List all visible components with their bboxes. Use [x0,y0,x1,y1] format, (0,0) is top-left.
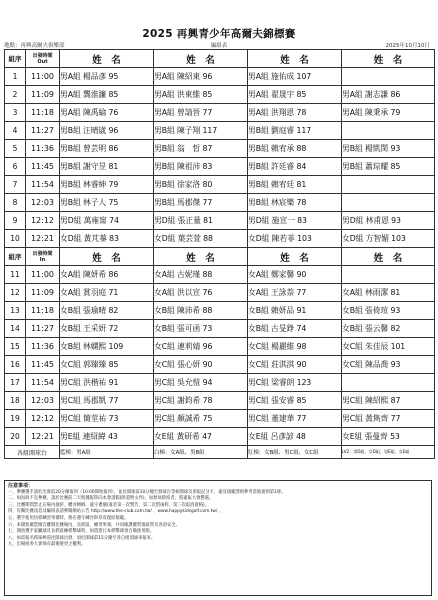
note-item: 一、參賽選手請於出發前20分鐘報到（10:00開始報到），並於開球前10分鐘至發球台等候開球及領取記分卡，違反規範罰則參考當地規則第1條。 [8,489,286,495]
player-cell: 女B組 陳沛希 88 [154,302,248,320]
player-cell: 男B組 林子人 75 [60,194,154,212]
player-cell: 男B組 陳子翔 117 [154,122,248,140]
notes-box [4,480,432,596]
player-cell: 女A組 古妮瑾 88 [154,266,248,284]
notes-list [8,490,428,549]
table-row [5,284,435,302]
name-header: 姓 名 [342,50,435,68]
player-cell: 男C組 簡莖祐 73 [60,410,154,428]
table-row [5,140,435,158]
player-cell: 女A組 林雨潔 81 [342,284,435,302]
player-cell: 女B組 張云馨 82 [342,320,435,338]
player-cell: 女B組 林嫻熙 109 [60,338,154,356]
player-cell: 男C組 梁睿朗 123 [248,374,342,392]
player-cell [342,374,435,392]
tee-time: 11:27 [26,320,60,338]
name-header: 姓 名 [60,50,154,68]
player-cell: 女E組 黃研希 47 [154,428,248,446]
time-header: 出發時間 Out [26,50,60,68]
player-cell: 男D組 林甫恩 93 [342,212,435,230]
player-cell: 女B組 賴妍品 91 [248,302,342,320]
tee-time: 12:21 [26,230,60,248]
tee-time: 11:54 [26,374,60,392]
player-cell: 女C組 郭臻臻 85 [60,356,154,374]
table-row [5,68,435,86]
group-number: 2 [5,86,26,104]
player-cell: 女A組 陳妍希 86 [60,266,154,284]
group-number: 15 [5,338,26,356]
note-item: 九、出場組委大會保有最後變更之權利。 [8,542,86,548]
player-cell: 男C組 洪楷祐 91 [60,374,154,392]
group-number: 18 [5,392,26,410]
player-cell: 女B組 古旻錚 74 [248,320,342,338]
player-cell: 女B組 張可函 73 [154,320,248,338]
player-cell: 女A組 王詠萘 77 [248,284,342,302]
player-cell: 男D組 萬雍甯 74 [60,212,154,230]
group-number: 7 [5,176,26,194]
player-cell [342,266,435,284]
player-cell: 男C組 馬郡凱 77 [60,392,154,410]
tee-time: 11:09 [26,86,60,104]
group-number: 9 [5,212,26,230]
player-cell: 女E組 呂彥諺 48 [248,428,342,446]
player-cell: 男C組 吳允愷 94 [154,374,248,392]
group-number: 12 [5,284,26,302]
player-cell: 男B組 陳祖沛 83 [154,158,248,176]
tee-time: 11:54 [26,176,60,194]
player-cell: 男D組 張正量 81 [154,212,248,230]
in-header-row [5,248,435,266]
group-number: 8 [5,194,26,212]
player-cell: 女B組 王采妍 72 [60,320,154,338]
player-cell: 男C組 張安睿 85 [248,392,342,410]
player-cell: 女D組 葉芸萱 88 [154,230,248,248]
tee-time: 11:00 [26,68,60,86]
player-cell: 男B組 劉庭睿 117 [248,122,342,140]
group-number: 3 [5,104,26,122]
tee-time: 11:36 [26,140,60,158]
table-row [5,176,435,194]
player-cell: 男D組 施宣一 83 [248,212,342,230]
player-cell: 女A組 鄭家馨 90 [248,266,342,284]
tee-time: 11:45 [26,356,60,374]
tee-time: 11:36 [26,338,60,356]
page-title: 2025 再興青少年高爾夫錦標賽 [142,28,296,40]
table-row [5,266,435,284]
notes-title: 注意事項： [8,483,34,489]
table-type-label: 編組表 [210,43,228,49]
player-cell: 男A組 洪翔恩 78 [248,104,342,122]
player-cell: 男B組 曾芸明 86 [60,140,154,158]
player-cell: 女A組 賞羽庭 71 [60,284,154,302]
player-cell: 男B組 楊凱閔 93 [342,140,435,158]
table-row [5,122,435,140]
player-cell: 男B組 翁 晢 87 [154,140,248,158]
name-header: 姓 名 [248,248,342,266]
table-row [5,194,435,212]
player-cell: 女B組 張倚瑄 93 [342,302,435,320]
tee-legend-item: LV2：男D組、女D組、男E組、女E組 [342,446,435,459]
group-number: 19 [5,410,26,428]
tee-legend-item: 白梯：女A組、男B組 [154,446,248,459]
tee-time: 12:03 [26,392,60,410]
group-number: 13 [5,302,26,320]
player-cell: 女B組 張瑜晴 82 [60,302,154,320]
player-cell: 男B組 馬郡傑 77 [154,194,248,212]
note-item: 三、比賽期間禁止在場內抽菸、嚼食檳榔，違守禮儀(違者第一次警告、第二次罰兩桿、第三次取消資格)。 [8,502,210,508]
group-header: 組序 [5,50,26,68]
tee-time: 12:12 [26,212,60,230]
note-item: 二、如因故不克參賽，請於比賽前二天根據報單向本會請假(附證明文件)，如無故缺席者，將違報大會懲處。 [8,496,214,502]
player-cell: 男B組 徐家洛 80 [154,176,248,194]
group-number: 14 [5,320,26,338]
player-cell: 女C組 楊麗維 98 [248,338,342,356]
group-number: 10 [5,230,26,248]
tee-time: 12:12 [26,410,60,428]
player-cell: 女C組 莊淇淇 90 [248,356,342,374]
player-cell: 女E組 張曼齊 53 [342,428,435,446]
player-cell: 男A組 謝志謙 86 [342,86,435,104]
note-item: 七、開放選手家屬球具長桿區練桿擊球時，如遊進行本桿擊球須自備使用限。 [8,529,155,535]
name-header: 姓 名 [248,50,342,68]
note-item: 八、如需報名時採棒前往開球出發，須於開球前15分鐘至各自組別球車報來。 [8,535,156,541]
player-cell: 男E組 連紹緯 43 [60,428,154,446]
player-cell: 男A組 洪東維 85 [154,86,248,104]
player-cell: 男B組 賴宥廷 81 [248,176,342,194]
player-cell: 男A組 施佑成 107 [248,68,342,86]
out-rows [5,68,435,248]
player-cell: 男B組 賴宥承 88 [248,140,342,158]
player-cell: 男B組 汪晴崴 96 [60,122,154,140]
player-cell: 男B組 謝守昱 81 [60,158,154,176]
name-header: 姓 名 [342,248,435,266]
player-cell: 男C組 陳紹熙 87 [342,392,435,410]
date-label: 2025年10月10日 [385,43,430,49]
player-cell: 男A組 曾請晉 77 [154,104,248,122]
group-header: 組序 [5,248,26,266]
player-cell: 男B組 林睿紳 79 [60,176,154,194]
tee-time: 11:00 [26,266,60,284]
player-cell: 男C組 謝鈞希 78 [154,392,248,410]
player-cell: 女D組 陳若菲 103 [248,230,342,248]
table-row [5,212,435,230]
group-number: 20 [5,428,26,446]
table-row [5,104,435,122]
tee-time: 11:18 [26,302,60,320]
note-item: 四、有關比賽訊息及編組表請參閱網站公告 http://www.the-club.com.tw/ 、www.happykidsgolf.com.tw/ 。 [8,509,223,515]
player-cell: 男B組 蕭琮耀 85 [342,158,435,176]
player-cell: 女D組 黃芃蓁 83 [60,230,154,248]
player-cell: 男A組 陳禹綸 76 [60,104,154,122]
player-cell [342,176,435,194]
player-cell: 女D組 方智媚 103 [342,230,435,248]
in-rows [5,266,435,446]
player-cell: 女C組 朱佳辰 101 [342,338,435,356]
player-cell: 女C組 連莉婧 96 [154,338,248,356]
tee-legend-label: 各組開球台 [5,446,60,459]
player-cell: 男B組 林宸樂 78 [248,194,342,212]
table-row [5,158,435,176]
table-row [5,374,435,392]
group-number: 5 [5,140,26,158]
name-header: 姓 名 [154,248,248,266]
group-number: 11 [5,266,26,284]
player-cell: 女C組 陳品喬 93 [342,356,435,374]
group-number: 16 [5,356,26,374]
time-header: 出發時間 In [26,248,60,266]
note-item: 五、選手使用切桿練習果嶺時，務必遵守練沙與草皮復原規範。 [8,515,129,521]
tee-legend-item: 紅梯：女B組、男C組、女C組 [248,446,342,459]
player-cell: 男A組 龔淮濂 85 [60,86,154,104]
player-cell [342,122,435,140]
note-item: 六、本開始嚴禁擅自離開比賽場內，長桿區、練習果嶺，共同維護優質地區質及各項安全。 [8,522,180,528]
group-number: 17 [5,374,26,392]
tee-time: 12:03 [26,194,60,212]
group-number: 1 [5,68,26,86]
group-number: 4 [5,122,26,140]
table-row [5,86,435,104]
pairing-table [4,49,435,459]
player-cell: 女A組 洪以宣 76 [154,284,248,302]
tee-time: 11:18 [26,104,60,122]
player-cell: 男B組 許廷睿 84 [248,158,342,176]
name-header: 姓 名 [60,248,154,266]
venue-label: 地點：再興高爾夫俱樂部 [4,43,65,49]
player-cell: 女C組 張心妍 90 [154,356,248,374]
table-row [5,410,435,428]
table-row [5,356,435,374]
table-row [5,320,435,338]
tee-time: 11:27 [26,122,60,140]
player-cell: 男C組 黃雋齊 77 [342,410,435,428]
table-row [5,392,435,410]
player-cell: 男A組 陳紹東 96 [154,68,248,86]
tee-legend-item: 藍梯：男A組 [60,446,154,459]
player-cell: 男A組 翟晟宇 85 [248,86,342,104]
tee-time: 12:21 [26,428,60,446]
table-row [5,230,435,248]
player-cell [342,194,435,212]
out-header-row [5,50,435,68]
player-cell: 男C組 顏誠希 75 [154,410,248,428]
name-header: 姓 名 [154,50,248,68]
group-number: 6 [5,158,26,176]
player-cell: 男A組 陳秉承 79 [342,104,435,122]
player-cell: 男A組 楊品彥 95 [60,68,154,86]
player-cell: 男C組 董建華 77 [248,410,342,428]
tee-time: 11:45 [26,158,60,176]
tee-legend-row [5,446,435,459]
tee-time: 11:09 [26,284,60,302]
table-row [5,302,435,320]
player-cell [342,68,435,86]
table-row [5,338,435,356]
table-row [5,428,435,446]
